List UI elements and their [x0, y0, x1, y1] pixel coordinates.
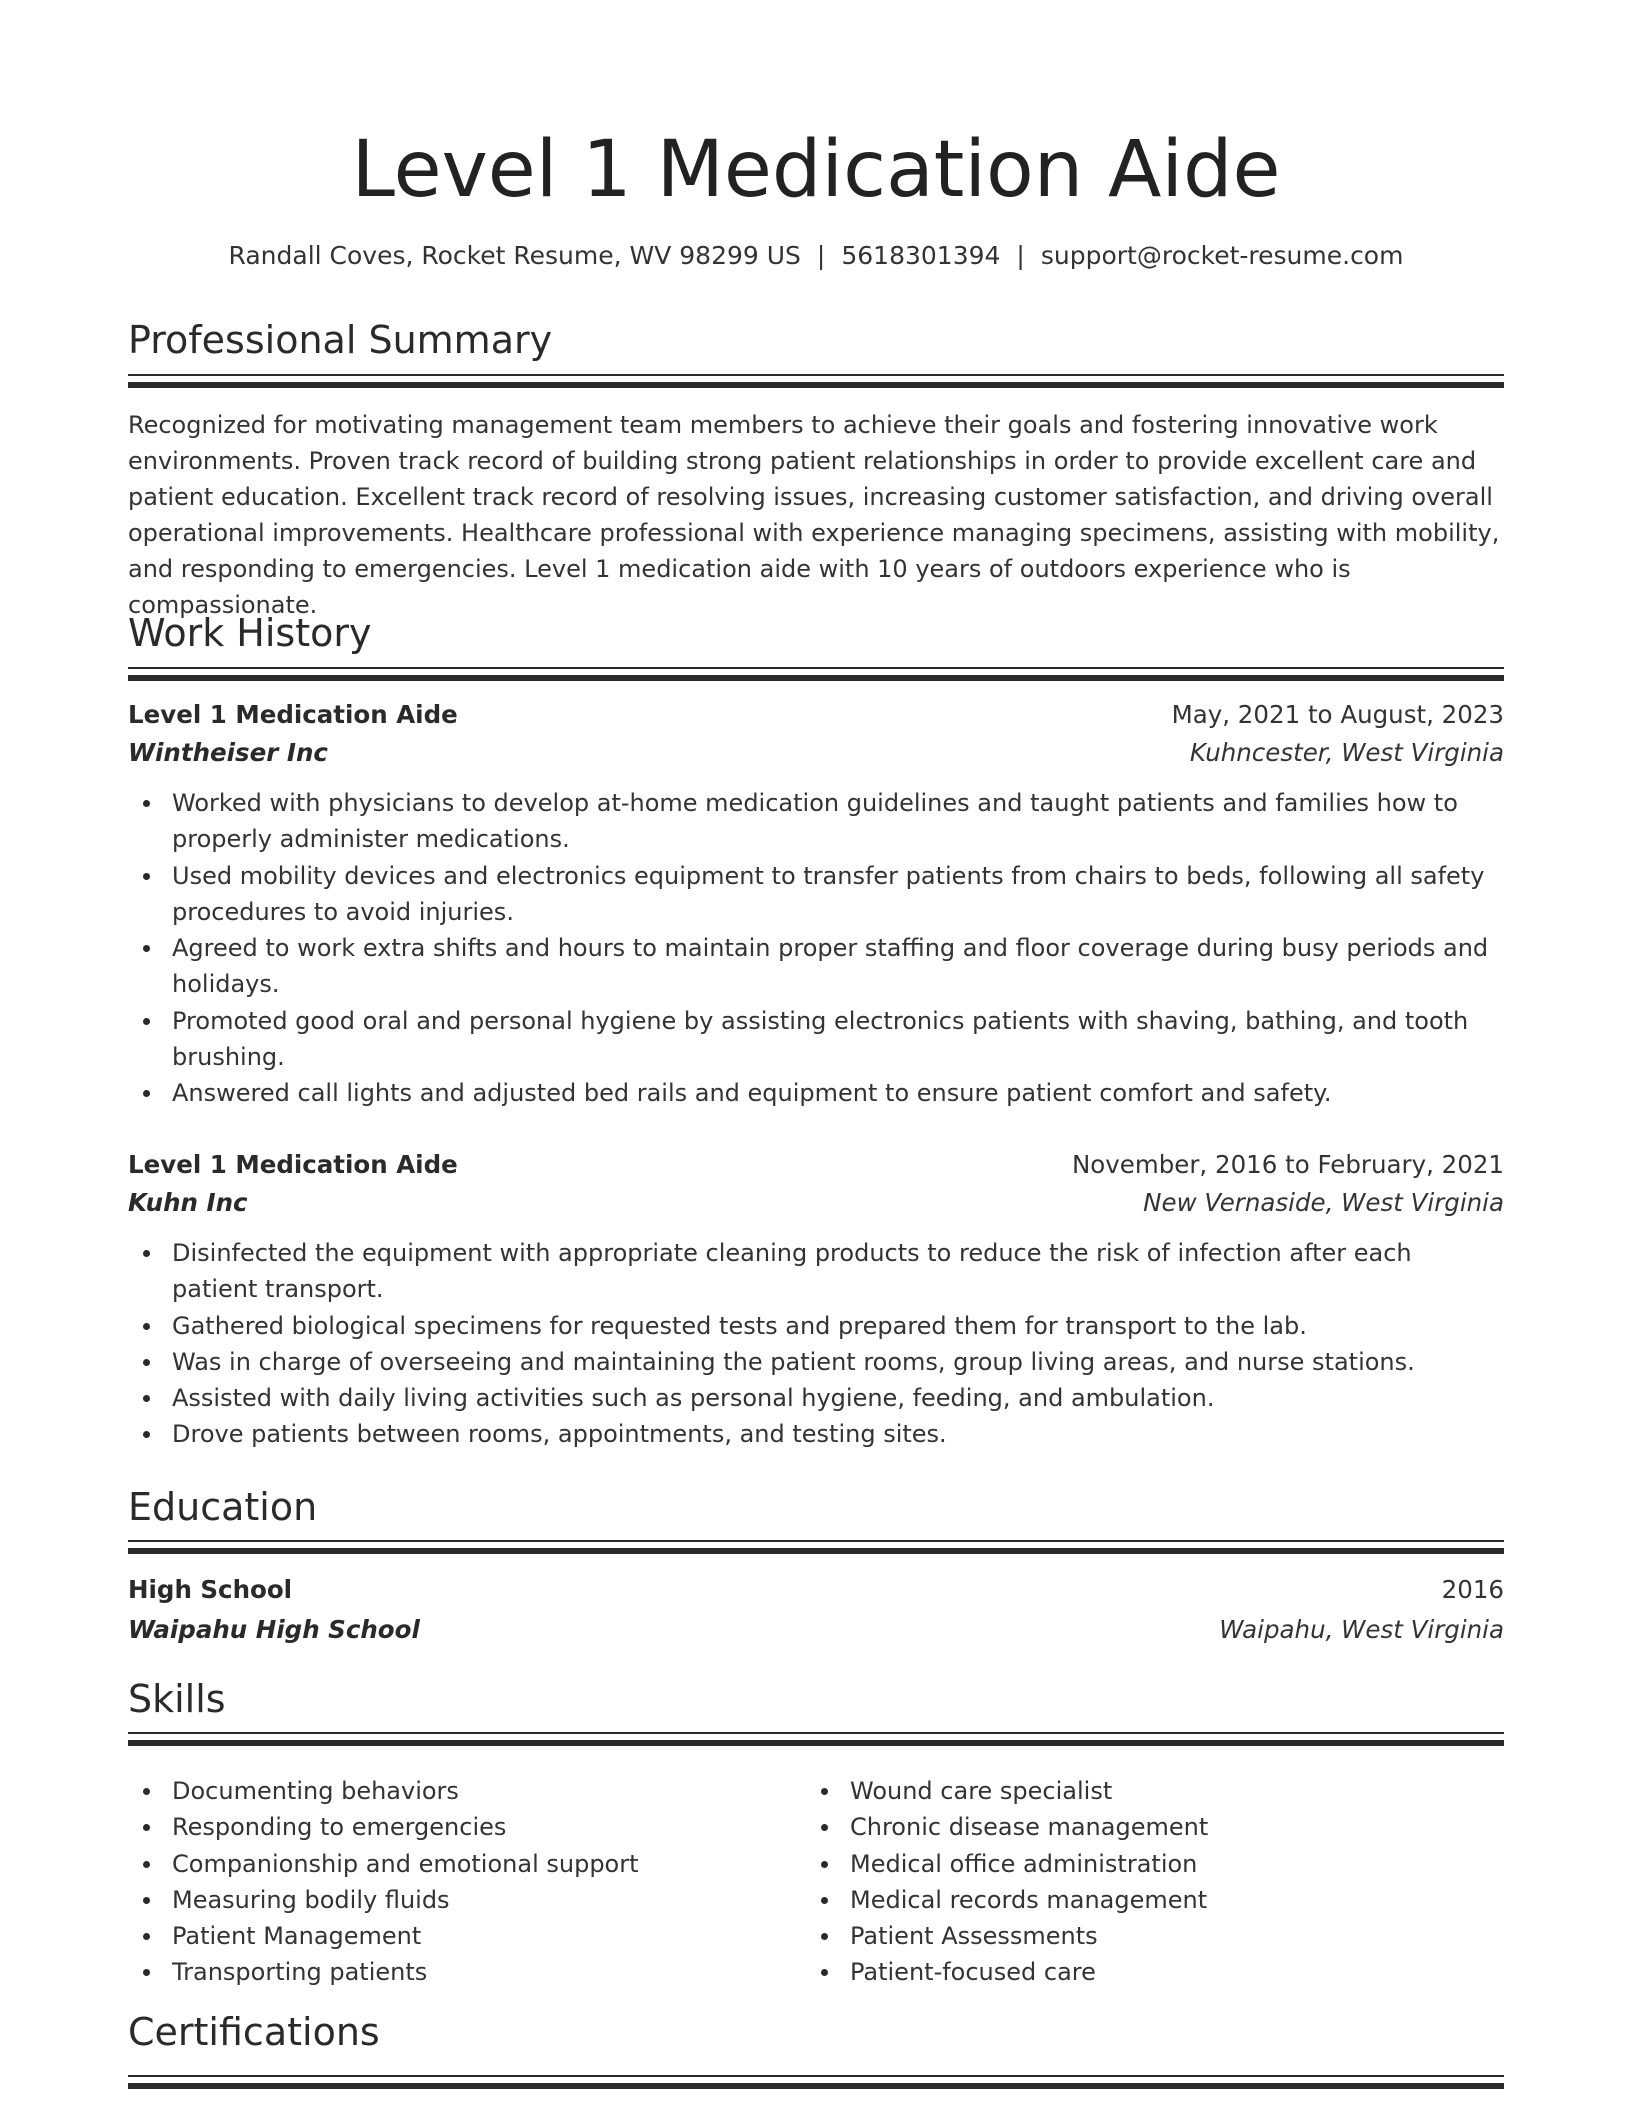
education-entry: [128, 1571, 1504, 1649]
education-year: 2016: [1441, 1575, 1504, 1604]
list-item: Measuring bodily fluids: [128, 1882, 788, 1918]
job-header-row: [128, 696, 1504, 734]
job-location: Kuhncester, West Virginia: [1189, 738, 1504, 767]
job-entry: [128, 696, 1504, 1112]
job-title: Level 1 Medication Aide: [128, 1150, 458, 1179]
contact-email: support@rocket-resume.com: [1040, 241, 1404, 270]
list-item: Worked with physicians to develop at-home medication guidelines and taught patients and families how to properly administer medications.: [128, 785, 1504, 858]
list-item: Responding to emergencies: [128, 1809, 788, 1845]
list-item: Assisted with daily living activities such as personal hygiene, feeding, and ambulation.: [128, 1380, 1504, 1416]
section-title-certifications: Certifications: [128, 2010, 380, 2054]
section-title-skills: Skills: [128, 1677, 226, 1721]
list-item: Wound care specialist: [806, 1773, 1466, 1809]
list-item: Transporting patients: [128, 1954, 788, 1990]
job-bullet-list: [128, 785, 1504, 1112]
section-divider: [128, 667, 1504, 682]
list-item: Promoted good oral and personal hygiene by assisting electronics patients with shaving, bathing, and tooth brushing.: [128, 1003, 1504, 1076]
list-item: Medical office administration: [806, 1846, 1466, 1882]
job-company: Kuhn Inc: [128, 1188, 248, 1217]
education-location: Waipahu, West Virginia: [1219, 1615, 1504, 1644]
job-dates: May, 2021 to August, 2023: [1171, 700, 1504, 729]
job-location: New Vernaside, West Virginia: [1143, 1188, 1504, 1217]
job-company-row: [128, 734, 1504, 772]
resume-title: Level 1 Medication Aide: [351, 125, 1281, 215]
job-header-row: [128, 1146, 1504, 1184]
list-item: Gathered biological specimens for requested tests and prepared them for transport to the lab.: [128, 1308, 1504, 1344]
list-item: Was in charge of overseeing and maintaining the patient rooms, group living areas, and nurse stations.: [128, 1344, 1504, 1380]
section-title-summary: Professional Summary: [128, 318, 553, 362]
education-school-row: [128, 1611, 1504, 1649]
list-item: Patient Assessments: [806, 1918, 1466, 1954]
list-item: Used mobility devices and electronics equipment to transfer patients from chairs to beds, following all safety procedures to avoid injuries.: [128, 858, 1504, 931]
section-divider: [128, 1732, 1504, 1747]
section-title-work-history: Work History: [128, 611, 372, 655]
job-title: Level 1 Medication Aide: [128, 700, 458, 729]
skills-column-left: [128, 1773, 788, 1991]
contact-separator: |: [1016, 241, 1025, 270]
job-dates: November, 2016 to February, 2021: [1071, 1150, 1504, 1179]
job-company-row: [128, 1184, 1504, 1222]
contact-address: Randall Coves, Rocket Resume, WV 98299 US: [228, 241, 801, 270]
list-item: Companionship and emotional support: [128, 1846, 788, 1882]
list-item: Chronic disease management: [806, 1809, 1466, 1845]
section-divider: [128, 1540, 1504, 1555]
list-item: Patient Management: [128, 1918, 788, 1954]
summary-text: Recognized for motivating management team members to achieve their goals and fostering innovative work environments. Proven track record of building strong patient relationships in order to provide excellent care and patient education. Excellent track record of resolving issues, increasing customer satisfaction, and driving overall operational improvements. Healthcare professional with experience managing specimens, assisting with mobility, and responding to emergencies. Level 1 medication aide with 10 years of outdoors experience who is compassionate.: [128, 411, 1500, 619]
section-divider: [128, 2075, 1504, 2090]
job-entry: [128, 1146, 1504, 1453]
list-item: Disinfected the equipment with appropriate cleaning products to reduce the risk of infection after each patient transport.: [128, 1235, 1504, 1308]
contact-separator: |: [816, 241, 826, 270]
job-bullet-list: [128, 1235, 1504, 1453]
education-school: Waipahu High School: [128, 1615, 420, 1644]
list-item: Answered call lights and adjusted bed rails and equipment to ensure patient comfort and safety.: [128, 1075, 1504, 1111]
contact-phone: 5618301394: [841, 241, 1001, 270]
education-degree: High School: [128, 1575, 293, 1604]
list-item: Agreed to work extra shifts and hours to maintain proper staffing and floor coverage during busy periods and holidays.: [128, 930, 1504, 1003]
section-title-education: Education: [128, 1485, 318, 1529]
contact-line: [128, 238, 1504, 274]
education-header-row: [128, 1571, 1504, 1611]
section-divider: [128, 374, 1504, 389]
list-item: Drove patients between rooms, appointments, and testing sites.: [128, 1416, 1504, 1452]
list-item: Documenting behaviors: [128, 1773, 788, 1809]
skills-column-right: [806, 1773, 1466, 1991]
list-item: Medical records management: [806, 1882, 1466, 1918]
job-company: Wintheiser Inc: [128, 738, 328, 767]
list-item: Patient-focused care: [806, 1954, 1466, 1990]
